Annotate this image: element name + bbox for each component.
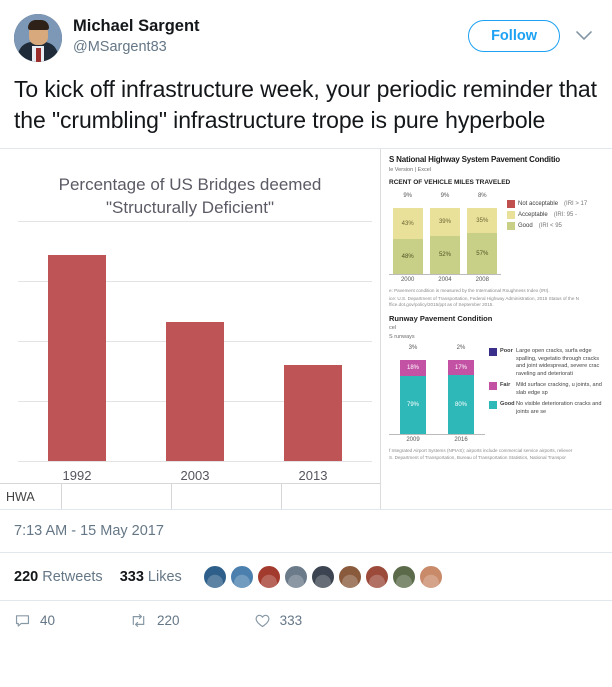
- legend-item-acceptable: [507, 211, 606, 219]
- report-footnote-1: e: Pavement condition is measured by the International Roughness Index (IRI).: [389, 288, 550, 294]
- like-count: 333: [279, 613, 303, 628]
- bar-chart: [0, 149, 380, 509]
- chart2-good-2016: 80%: [448, 375, 474, 434]
- chart1-top-labels: [389, 192, 501, 200]
- avatar-hair: [28, 20, 49, 30]
- chart2-col-2009: [400, 354, 426, 434]
- chart1-top-2004: 9%: [440, 192, 450, 199]
- bar-series: [18, 221, 372, 461]
- legend-label-fair: Fair: [500, 382, 511, 389]
- legend-item-poor: [489, 348, 606, 378]
- chart1-year-2008: 2008: [475, 277, 489, 284]
- reply-action[interactable]: [14, 612, 55, 629]
- avatar[interactable]: [338, 565, 362, 589]
- avatar[interactable]: [230, 565, 254, 589]
- chart2-good-2009: 79%: [400, 376, 426, 434]
- legend-swatch-icon: [507, 200, 515, 208]
- legend-item-not-acceptable: [507, 200, 606, 208]
- chart2-year-2016: 2016: [454, 437, 468, 444]
- chart2-year-2009: 2009: [406, 437, 420, 444]
- legend-swatch-icon: [489, 348, 497, 356]
- legend-swatch-icon: [507, 222, 515, 230]
- reply-count: 40: [40, 613, 56, 628]
- legend-label-good: Good: [518, 223, 533, 230]
- user-handle[interactable]: @MSargent83: [73, 39, 167, 55]
- legend-desc-poor: Large open cracks, surfa edge spalling, vegetatio through cracks and joint widespread, severe crac raveling and deteriorati: [516, 348, 600, 377]
- report-footnote-3: ffice.dot.gov/policy/2015/ppt as of September 2015.: [389, 302, 494, 308]
- gridline: [18, 461, 372, 462]
- chart2-top-labels: [389, 344, 485, 352]
- chart1-col-2004: [430, 202, 460, 274]
- report-title: S National Highway System Pavement Conditio: [389, 155, 560, 164]
- likes-label: Likes: [147, 569, 182, 585]
- chart1-good-2000: 48%: [393, 239, 423, 274]
- legend-label-not-acceptable: Not acceptable: [518, 200, 559, 207]
- tweet-stats: [0, 552, 612, 600]
- legend-note-not-acceptable: (IRI > 17: [564, 200, 588, 207]
- tweet-text: To kick off infrastructure week, your periodic reminder that the "crumbling" infrastructure trope is pure hyperbole: [14, 76, 597, 133]
- likes-stat[interactable]: [120, 569, 182, 585]
- source-cell-3: [172, 484, 282, 510]
- reply-icon: [14, 612, 31, 629]
- avatar[interactable]: [365, 565, 389, 589]
- report-section2-heading: Runway Pavement Condition: [389, 314, 493, 324]
- legend-label-good: Good: [500, 401, 515, 408]
- chart1-year-2004: 2004: [438, 277, 452, 284]
- report-panel: [380, 149, 612, 509]
- chart1-col-2000: [393, 202, 423, 274]
- avatar[interactable]: [392, 565, 416, 589]
- chart2-top-2016: 2%: [456, 345, 466, 352]
- tweet-timestamp[interactable]: 7:13 AM - 15 May 2017: [14, 523, 164, 539]
- retweets-count: 220: [14, 569, 39, 585]
- retweet-count: 220: [157, 613, 180, 628]
- avatar[interactable]: [419, 565, 443, 589]
- report-footnote-4: f Integrated Airport Systems (NPIAS); airports include commercial service airports, reliever: [389, 448, 573, 454]
- chart1-acceptable-2008: 35%: [467, 208, 497, 233]
- retweet-icon: [129, 612, 148, 629]
- avatar[interactable]: [257, 565, 281, 589]
- chart1-acceptable-2004: 39%: [430, 208, 460, 236]
- chart1-good-2008: 57%: [467, 233, 497, 274]
- chart1-x-axis: [389, 274, 501, 284]
- chart2-x-axis: [389, 434, 485, 444]
- facepile: [203, 565, 446, 589]
- chart1-top-2008: 8%: [477, 192, 487, 199]
- legend-desc-fair: Mild surface cracking, u joints, and slab edge sp: [516, 382, 602, 396]
- like-action[interactable]: [254, 613, 303, 629]
- avatar-tie: [36, 48, 41, 62]
- report-section2-subtitle: cel: [389, 325, 397, 332]
- chevron-down-icon[interactable]: [570, 31, 598, 41]
- legend-item-good: [507, 222, 606, 230]
- legend-swatch-icon: [489, 382, 497, 390]
- chart1-legend: [501, 192, 606, 284]
- legend-item-fair: [489, 382, 606, 397]
- source-cell-1: HWA: [0, 484, 62, 510]
- runway-condition-chart: [389, 344, 606, 444]
- chart1-top-2000: 9%: [403, 192, 412, 199]
- legend-note-good: (IRI < 95: [538, 223, 562, 230]
- chart1-columns: [389, 202, 501, 274]
- name-block: [73, 14, 200, 57]
- chart2-legend: [485, 344, 606, 444]
- retweets-stat[interactable]: [14, 569, 103, 585]
- chart-title: Percentage of US Bridges deemed "Structurally Deficient": [58, 175, 322, 217]
- report-subtitle: le Version | Excel: [389, 166, 432, 173]
- legend-swatch-icon: [507, 211, 515, 219]
- legend-note-acceptable: (IRI: 95 -: [553, 212, 578, 219]
- report-footnote-2: ice: U.S. Department of Transportation, Federal Highway Administration, 2015 Status of the N: [389, 295, 579, 301]
- report-section1-heading: RCENT OF VEHICLE MILES TRAVELED: [389, 179, 511, 187]
- avatar[interactable]: [203, 565, 227, 589]
- report-footnote-5: S. Department of Transportation, Bureau of Transportation Statistics, National Transpor: [389, 454, 566, 460]
- source-cell-2: [62, 484, 172, 510]
- retweet-action[interactable]: [129, 612, 180, 629]
- x-axis-labels: [18, 468, 372, 483]
- chart2-fair-2016: 17%: [448, 360, 474, 375]
- chart1-good-2004: 52%: [430, 236, 460, 274]
- legend-label-poor: Poor: [500, 348, 513, 355]
- pavement-condition-chart: [389, 192, 606, 284]
- avatar[interactable]: [14, 14, 62, 62]
- chart2-col-2016: [448, 354, 474, 434]
- source-row: [0, 483, 380, 509]
- x-tick-2: 2003: [180, 468, 210, 483]
- chart1-col-2008: [467, 202, 497, 274]
- tweet-header: [0, 0, 612, 66]
- chart1-year-2000: 2000: [400, 277, 415, 284]
- likes-count: 333: [119, 569, 144, 585]
- tweet-actions: [0, 600, 612, 641]
- chart2-columns: [389, 354, 485, 434]
- retweets-label: Retweets: [42, 569, 103, 585]
- report-section2-note: S runways: [389, 333, 415, 340]
- chart2-fair-2009: 18%: [400, 360, 426, 376]
- avatar[interactable]: [284, 565, 308, 589]
- display-name[interactable]: Michael Sargent: [73, 17, 200, 35]
- x-tick-1: 1992: [62, 468, 92, 483]
- legend-item-good: [489, 401, 606, 416]
- chart-plot-area: [18, 221, 372, 461]
- x-tick-3: 2013: [298, 468, 328, 483]
- legend-label-acceptable: Acceptable: [518, 212, 548, 219]
- follow-button[interactable]: Follow: [468, 20, 560, 52]
- chart2-top-2009: 3%: [408, 345, 418, 352]
- tweet-media-image[interactable]: [0, 148, 612, 510]
- header-actions: [468, 14, 598, 52]
- legend-swatch-icon: [489, 401, 497, 409]
- bar-2003: [166, 322, 224, 461]
- chart1-acceptable-2000: 43%: [393, 208, 423, 239]
- bar-2013: [284, 365, 342, 461]
- avatar[interactable]: [311, 565, 335, 589]
- heart-icon: [254, 613, 271, 629]
- legend-desc-good: No visible deterioration cracks and joints are se: [516, 401, 602, 415]
- bar-1992: [48, 255, 106, 461]
